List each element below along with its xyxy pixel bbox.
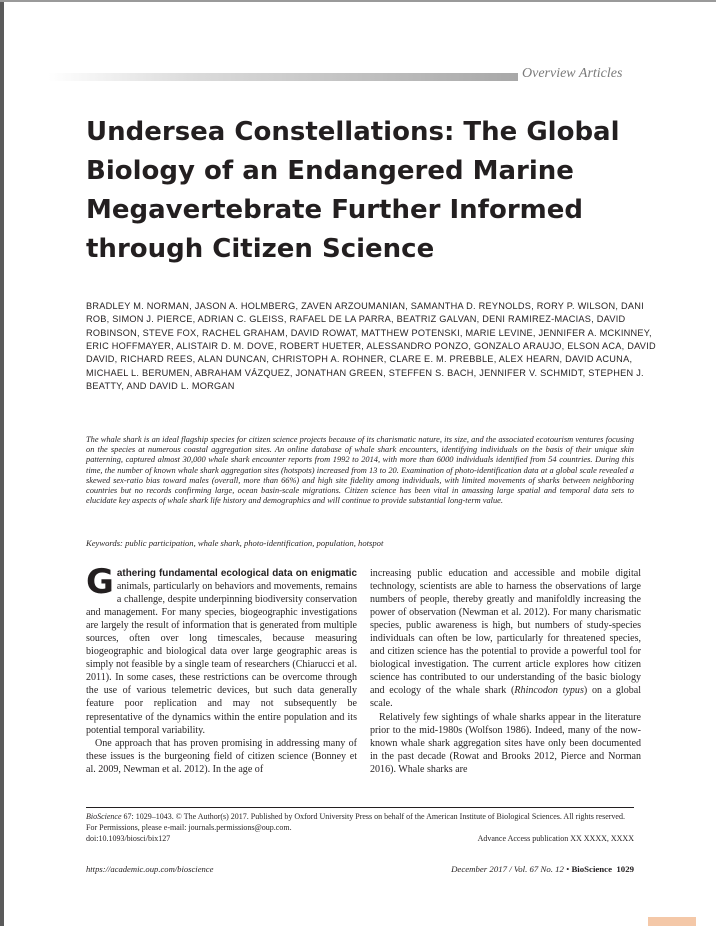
paragraph-text: animals, particularly on behaviors and movements, remains a challenge, despite underpinning biodiversity conservation and management. For many species, biogeographic investigations are largely the result of information that is generated from multiple sources, often over long timescales, because measuring biogeographic and biological data over large geographic areas is simply not feasible by a single team of researchers (Chiarucci et al. 2011). In some cases, these restrictions can be overcome through the use of various telemetric devices, but such data generally feature poor replication and may not subsequently be representative of the dynamics within the entire population and its potential temporal variability.: [86, 581, 357, 736]
section-header-rule: [48, 73, 518, 81]
corner-tab: [648, 917, 696, 926]
page-footer-info: [451, 864, 634, 874]
body-column-left: [86, 562, 357, 776]
doi-link[interactable]: doi:10.1093/biosci/bix127: [86, 834, 171, 843]
footnote: [86, 811, 634, 844]
body-paragraph-1: [86, 562, 357, 737]
body-paragraph-4: Relatively few sightings of whale sharks appear in the literature prior to the mid-1980s (Wolfson 1986). Indeed, many of the now-known whale shark aggregation sites have only been documented in the past decade (Rowat and Brooks 2012, Pierce and Norman 2016). Whale sharks are: [370, 711, 641, 775]
lead-in: athering fundamental ecological data on enigmatic: [116, 568, 357, 579]
author-list: BRADLEY M. NORMAN, JASON A. HOLMBERG, ZAVEN ARZOUMANIAN, SAMANTHA D. REYNOLDS, RORY P. WILSON, DANI ROB, SIMON J. PIERCE, ADRIAN C. GLEISS, RAFAEL DE LA PARRA, BEATRIZ GALVAN, DENI RAMIREZ-MACIAS, DAVID ROBINSON, STEVE FOX, RACHEL GRAHAM, DAVID ROWAT, MATTHEW POTENSKI, MARIE LEVINE, JENNIFER A. MCKINNEY, ERIC HOFFMAYER, ALISTAIR D. M. DOVE, ROBERT HUETER, ALESSANDRO PONZO, GONZALO ARAUJO, ELSON ACA, DAVID DAVID, RICHARD REES, ALAN DUNCAN, CHRISTOPH A. ROHNER, CLARE E. M. PREBBLE, ALEX HEARN, DAVID ACUNA, MICHAEL L. BERUMEN, ABRAHAM VÁZQUEZ, JONATHAN GREEN, STEFFEN S. BACH, JENNIFER V. SCHMIDT, STEPHEN J. BEATTY, AND DAVID L. MORGAN: [86, 301, 656, 392]
paragraph-text: increasing public education and accessible and mobile digital technology, scientists are able to harness the observations of large numbers of people, thereby greatly and manifoldly increasing the power of observation (Newman et al. 2012). For many charismatic species, public awareness is high, but numbers of study-species individuals can often be low, particularly for threatened species, and citizen science has the potential to provide a powerful tool for biological investigation. The current article explores how citizen science has contributed to our understanding of the basic biology and ecology of the whale shark (: [370, 568, 641, 697]
page-frame-left: [0, 0, 4, 926]
footer-journal-name: BioScience: [571, 864, 612, 874]
body-paragraph-3: [370, 567, 641, 711]
advance-access-note: Advance Access publication XX XXXX, XXXX: [477, 834, 634, 843]
body-paragraph-2: One approach that has proven promising in addressing many of these issues is the burgeoning field of citizen science (Bonney et al. 2009, Newman et al. 2012). In the age of: [86, 737, 357, 775]
journal-url-link[interactable]: https://academic.oup.com/bioscience: [86, 864, 214, 874]
drop-cap: G: [86, 562, 114, 602]
journal-name: BioScience: [86, 812, 122, 821]
species-name: Rhincodon typus: [514, 685, 584, 697]
body-column-right: [370, 567, 641, 776]
footnote-rule: [86, 807, 634, 808]
paragraph-text-end: ) on a global scale.: [370, 685, 642, 710]
citation-text: 67: 1029–1043. © The Author(s) 2017. Published by Oxford University Press on behalf of the American Institute of Biological Sciences. All rights reserved. For Permissions, please e-mail: journals.permissions@oup.com.: [86, 812, 625, 832]
article-title: Undersea Constellations: The Global Biology of an Endangered Marine Megavertebrate Further Informed through Citizen Science: [86, 117, 620, 264]
citation-line: [86, 811, 634, 833]
page-number: 1029: [616, 864, 634, 874]
abstract: The whale shark is an ideal flagship species for citizen science projects because of its charismatic nature, its size, and the associated ecotourism ventures focusing on the species at numerous coastal aggregation sites. An online database of whale shark encounters, identifying individuals on the basis of their unique skin patterning, captured almost 30,000 whale shark encounter reports from 1992 to 2014, with more than 6000 individuals identified from 54 countries. During this time, the number of known whale shark aggregation sites (hotspots) increased from 13 to 20. Examination of photo-identification data at a global scale revealed a skewed sex-ratio bias toward males (overall, more than 66%) and high site fidelity among individuals, with limited movements of sharks between neighboring countries but no records confirming large, ocean basin-scale migrations. Citizen science has been vital in amassing large spatial and temporal data sets to elucidate key aspects of whale shark life history and demographics and will continue to provide substantial long-term value.: [86, 435, 634, 506]
page-frame-top: [0, 0, 716, 2]
keywords: Keywords: public participation, whale shark, photo-identification, population, hotspot: [86, 538, 384, 548]
issue-info: December 2017 / Vol. 67 No. 12 •: [451, 864, 572, 874]
section-label: Overview Articles: [522, 66, 623, 81]
doi-row: [86, 833, 634, 844]
